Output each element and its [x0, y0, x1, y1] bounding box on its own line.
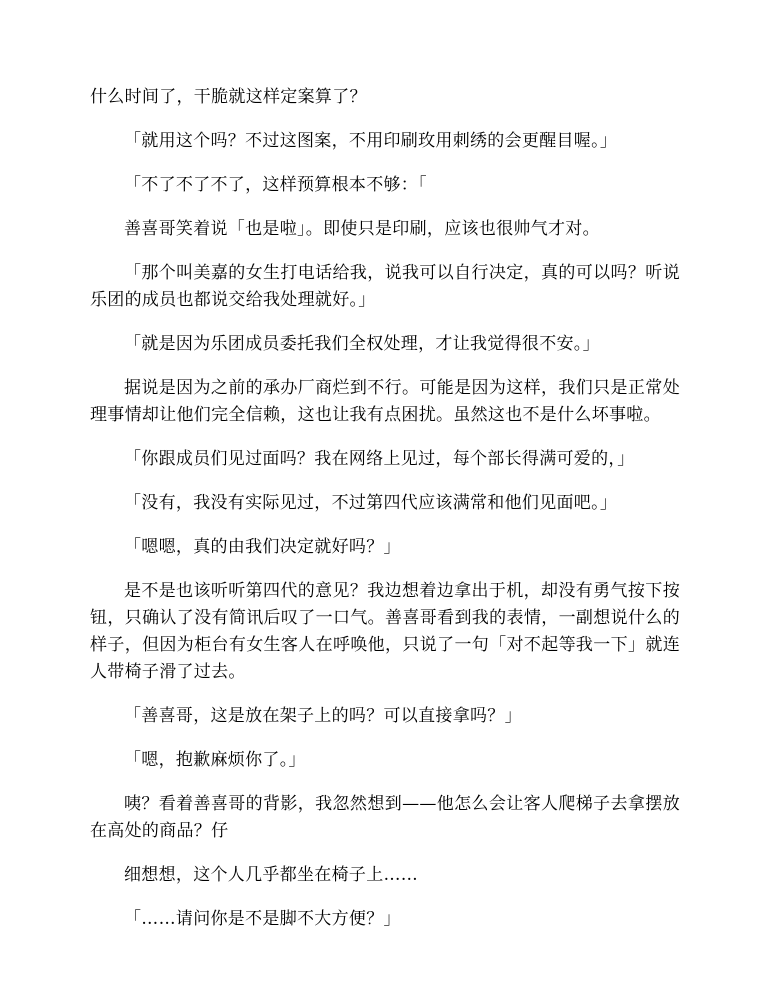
paragraph: 「嗯嗯，真的由我们决定就好吗？」 — [124, 537, 401, 557]
paragraph: 是不是也该听听第四代的意见？我边想着边拿出于机，却没有勇气按下按钮，只确认了没有简讯后叹了一口气。善喜哥看到我的表情，一副想说什么的样子，但因为柜台有女生客人在呼唤他，只说了一句「对不起等我一下」就连人带椅子滑了过去。 — [90, 581, 680, 682]
document-page — [90, 84, 680, 950]
paragraph: 「不了不了不了，这样预算根本不够：「 — [124, 175, 427, 195]
paragraph: 细想想，这个人几乎都坐在椅子上…… — [124, 865, 419, 885]
paragraph: 「没有，我没有实际见过，不过第四代应该满常和他们见面吧。」 — [124, 493, 618, 513]
paragraph: 「善喜哥，这是放在架子上的吗？可以直接拿吗？」 — [124, 706, 522, 726]
paragraph: 善喜哥笑着说「也是啦」。即使只是印刷，应该也很帅气才对。 — [124, 219, 600, 239]
paragraph: 「就是因为乐团成员委托我们全权处理，才让我觉得很不安。」 — [124, 334, 600, 354]
paragraph: 「……请问你是不是脚不大方便？」 — [124, 909, 401, 929]
paragraph: 「那个叫美嘉的女生打电话给我，说我可以自行决定，真的可以吗？听说乐团的成员也都说交给我处理就好。」 — [90, 263, 680, 310]
paragraph: 什么时间了，干脆就这样定案算了？ — [90, 87, 367, 107]
paragraph: 据说是因为之前的承办厂商烂到不行。可能是因为这样，我们只是正常处理事情却让他们完全信赖，这也让我有点困扰。虽然这也不是什么坏事啦。 — [90, 378, 680, 425]
paragraph: 「你跟成员们见过面吗？我在网络上见过，每个部长得满可爱的，」 — [124, 449, 635, 469]
paragraph: 「就用这个吗？不过这图案，不用印刷玫用刺绣的会更醒目喔。」 — [124, 131, 618, 151]
paragraph: 「嗯，抱歉麻烦你了。」 — [124, 750, 306, 770]
paragraph: 咦？看着善喜哥的背影，我忽然想到——他怎么会让客人爬梯子去拿摆放在高处的商品？仔 — [90, 794, 680, 841]
